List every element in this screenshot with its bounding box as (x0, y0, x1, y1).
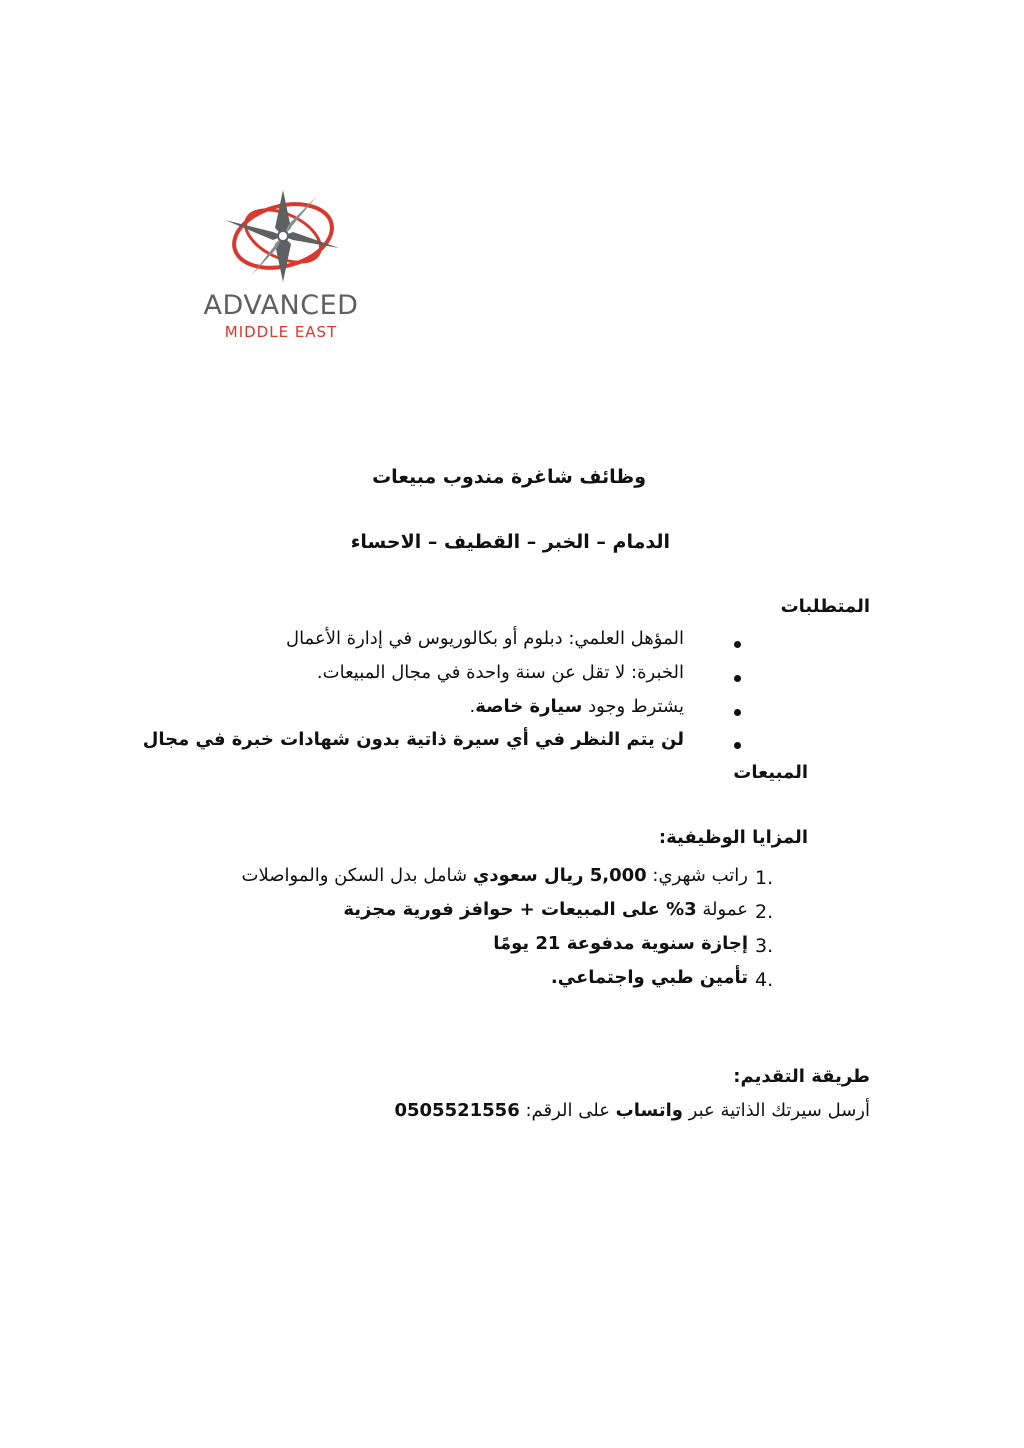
apply-instructions (394, 1100, 870, 1121)
benefit-bold: 3% على المبيعات + حوافز فورية مجزية (343, 899, 697, 920)
bullet-icon (734, 641, 741, 648)
benefit-item (493, 933, 748, 954)
apply-channel: واتساب (615, 1100, 683, 1121)
phone-number: 0505521556 (394, 1100, 520, 1121)
logo-brand-line1: ADVANCED (203, 290, 359, 321)
compass-star-icon (221, 190, 341, 290)
company-logo (196, 190, 366, 350)
locations-line: الدمام – الخبر – القطيف – الاحساء (350, 531, 670, 553)
benefits-heading: المزايا الوظيفية: (658, 827, 808, 848)
list-number: 4. (755, 969, 774, 991)
list-number: 1. (755, 867, 774, 889)
requirement-item (470, 696, 685, 717)
requirements-heading: المتطلبات (780, 596, 870, 617)
list-number: 3. (755, 935, 774, 957)
apply-heading: طريقة التقديم: (733, 1066, 870, 1087)
benefit-prefix: راتب شهري: (646, 865, 748, 886)
bullet-icon (734, 709, 741, 716)
benefit-item (242, 865, 748, 886)
benefit-item (343, 899, 748, 920)
requirement-bold: سيارة خاصة (475, 696, 583, 717)
benefit-bold: إجازة سنوية مدفوعة 21 يومًا (493, 933, 748, 954)
requirement-item: لن يتم النظر في أي سيرة ذاتية بدون شهادات خبرة في مجال (142, 729, 684, 750)
requirement-item-continuation: المبيعات (733, 762, 808, 783)
benefit-item (551, 967, 748, 988)
requirement-item: المؤهل العلمي: دبلوم أو بكالوريوس في إدارة الأعمال (285, 628, 684, 649)
requirement-prefix: يشترط وجود (582, 696, 684, 717)
requirement-suffix: . (469, 696, 476, 717)
benefit-suffix: شامل بدل السكن والمواصلات (241, 865, 473, 886)
list-number: 2. (755, 901, 774, 923)
benefit-prefix: عمولة (696, 899, 748, 920)
page-title: وظائف شاغرة مندوب مبيعات (372, 466, 646, 488)
apply-prefix: أرسل سيرتك الذاتية عبر (682, 1100, 870, 1121)
bullet-icon (734, 742, 741, 749)
benefit-bold: 5,000 ريال سعودي (472, 865, 647, 886)
apply-middle: على الرقم: (519, 1100, 616, 1121)
benefit-bold: تأمين طبي واجتماعي. (550, 967, 748, 988)
bullet-icon (734, 675, 741, 682)
requirement-item: الخبرة: لا تقل عن سنة واحدة في مجال المبيعات. (316, 662, 684, 683)
logo-brand-line2: MIDDLE EAST (224, 323, 338, 341)
